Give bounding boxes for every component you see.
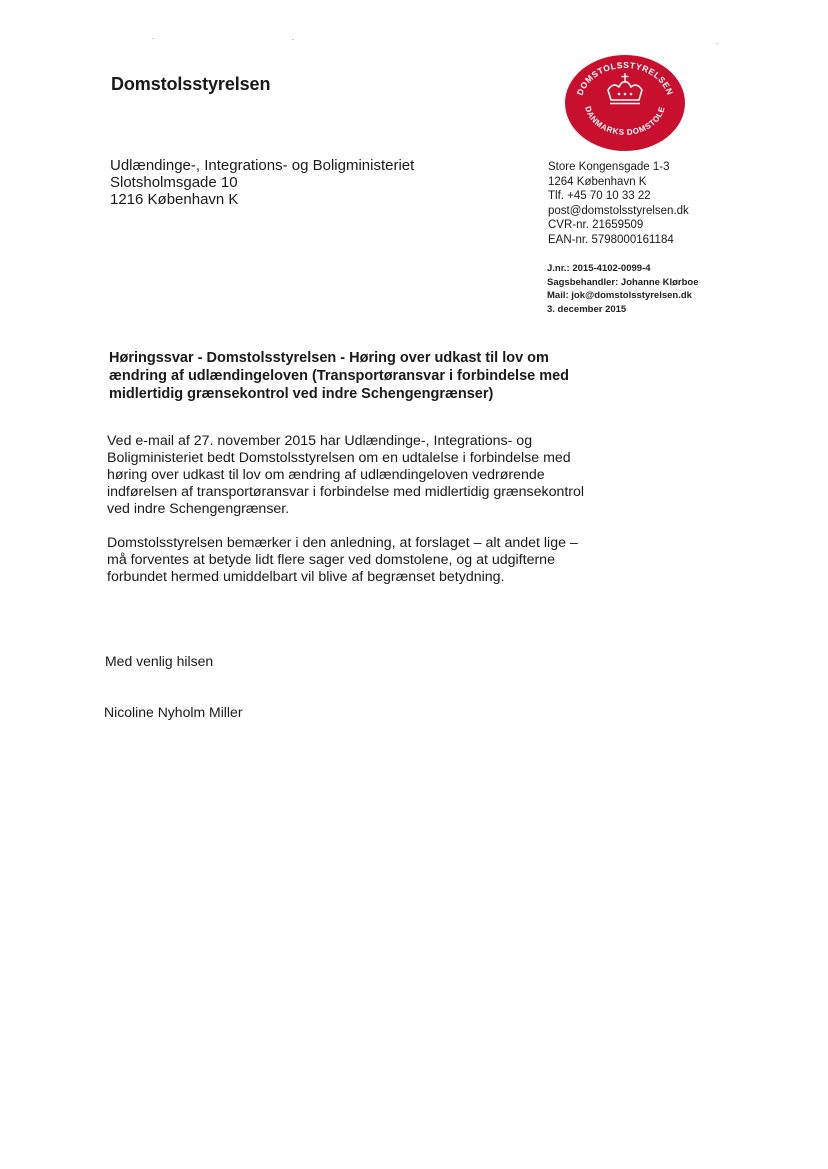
seal-top-text: DOMSTOLSSTYRELSEN bbox=[574, 59, 676, 97]
sender-title: Domstolsstyrelsen bbox=[111, 74, 271, 94]
journal-number: J.nr.: 2015-4102-0099-4 bbox=[547, 263, 651, 274]
handler-email: Mail: jok@domstolsstyrelsen.dk bbox=[547, 290, 692, 301]
sender-street: Store Kongensgade 1-3 bbox=[548, 161, 670, 173]
letter-date: 3. december 2015 bbox=[547, 303, 627, 315]
scan-speck bbox=[292, 39, 294, 40]
body-paragraph: Domstolsstyrelsen bemærker i den anledning, at forslaget – alt andet lige – må forventes at betyde lidt flere sager ved domstolene, og at udgifterne forbundet hermed umiddelbart vil blive af begrænset betydning. bbox=[107, 535, 578, 585]
recipient-name: Udlændinge-, Integrations- og Boligministeriet bbox=[110, 157, 415, 174]
sender-contact-block bbox=[548, 160, 689, 247]
sender-city: 1264 København K bbox=[548, 175, 647, 188]
signature-name: Nicoline Nyholm Miller bbox=[104, 704, 243, 720]
scan-speck bbox=[716, 43, 718, 44]
sender-email: post@domstolsstyrelsen.dk bbox=[548, 204, 689, 217]
recipient-street: Slotsholmsgade 10 bbox=[110, 174, 238, 191]
scan-speck bbox=[152, 38, 154, 39]
letter-subject: Høringssvar - Domstolsstyrelsen - Høring over udkast til lov om ændring af udlændingeloven (Transportøransvar i forbindelse med midlertidig grænsekontrol ved indre Schengengrænser) bbox=[109, 350, 570, 402]
sender-ean: EAN-nr. 5798000161184 bbox=[548, 233, 674, 246]
sender-phone: Tlf. +45 70 10 33 22 bbox=[548, 190, 651, 202]
case-handler: Sagsbehandler: Johanne Klørboe bbox=[547, 276, 699, 288]
domstolsstyrelsen-seal-logo bbox=[564, 54, 686, 152]
case-info-block bbox=[547, 262, 699, 316]
closing-phrase: Med venlig hilsen bbox=[105, 653, 214, 669]
recipient-city: 1216 København K bbox=[110, 191, 239, 208]
sender-cvr: CVR-nr. 21659509 bbox=[548, 219, 644, 231]
seal-bottom-text: DANMARKS DOMSTOLE bbox=[583, 105, 667, 137]
body-paragraph: Ved e-mail af 27. november 2015 har Udlændinge-, Integrations- og Boligministeriet bedt Domstolsstyrelsen om en udtalelse i forbindelse med høring over udkast til lov om ændring af udlændingeloven vedrørende indførelsen af transportøransvar i forbindelse med midlertidig grænsekontrol ved indre Schengengrænser. bbox=[107, 433, 585, 517]
recipient-address bbox=[110, 157, 414, 208]
